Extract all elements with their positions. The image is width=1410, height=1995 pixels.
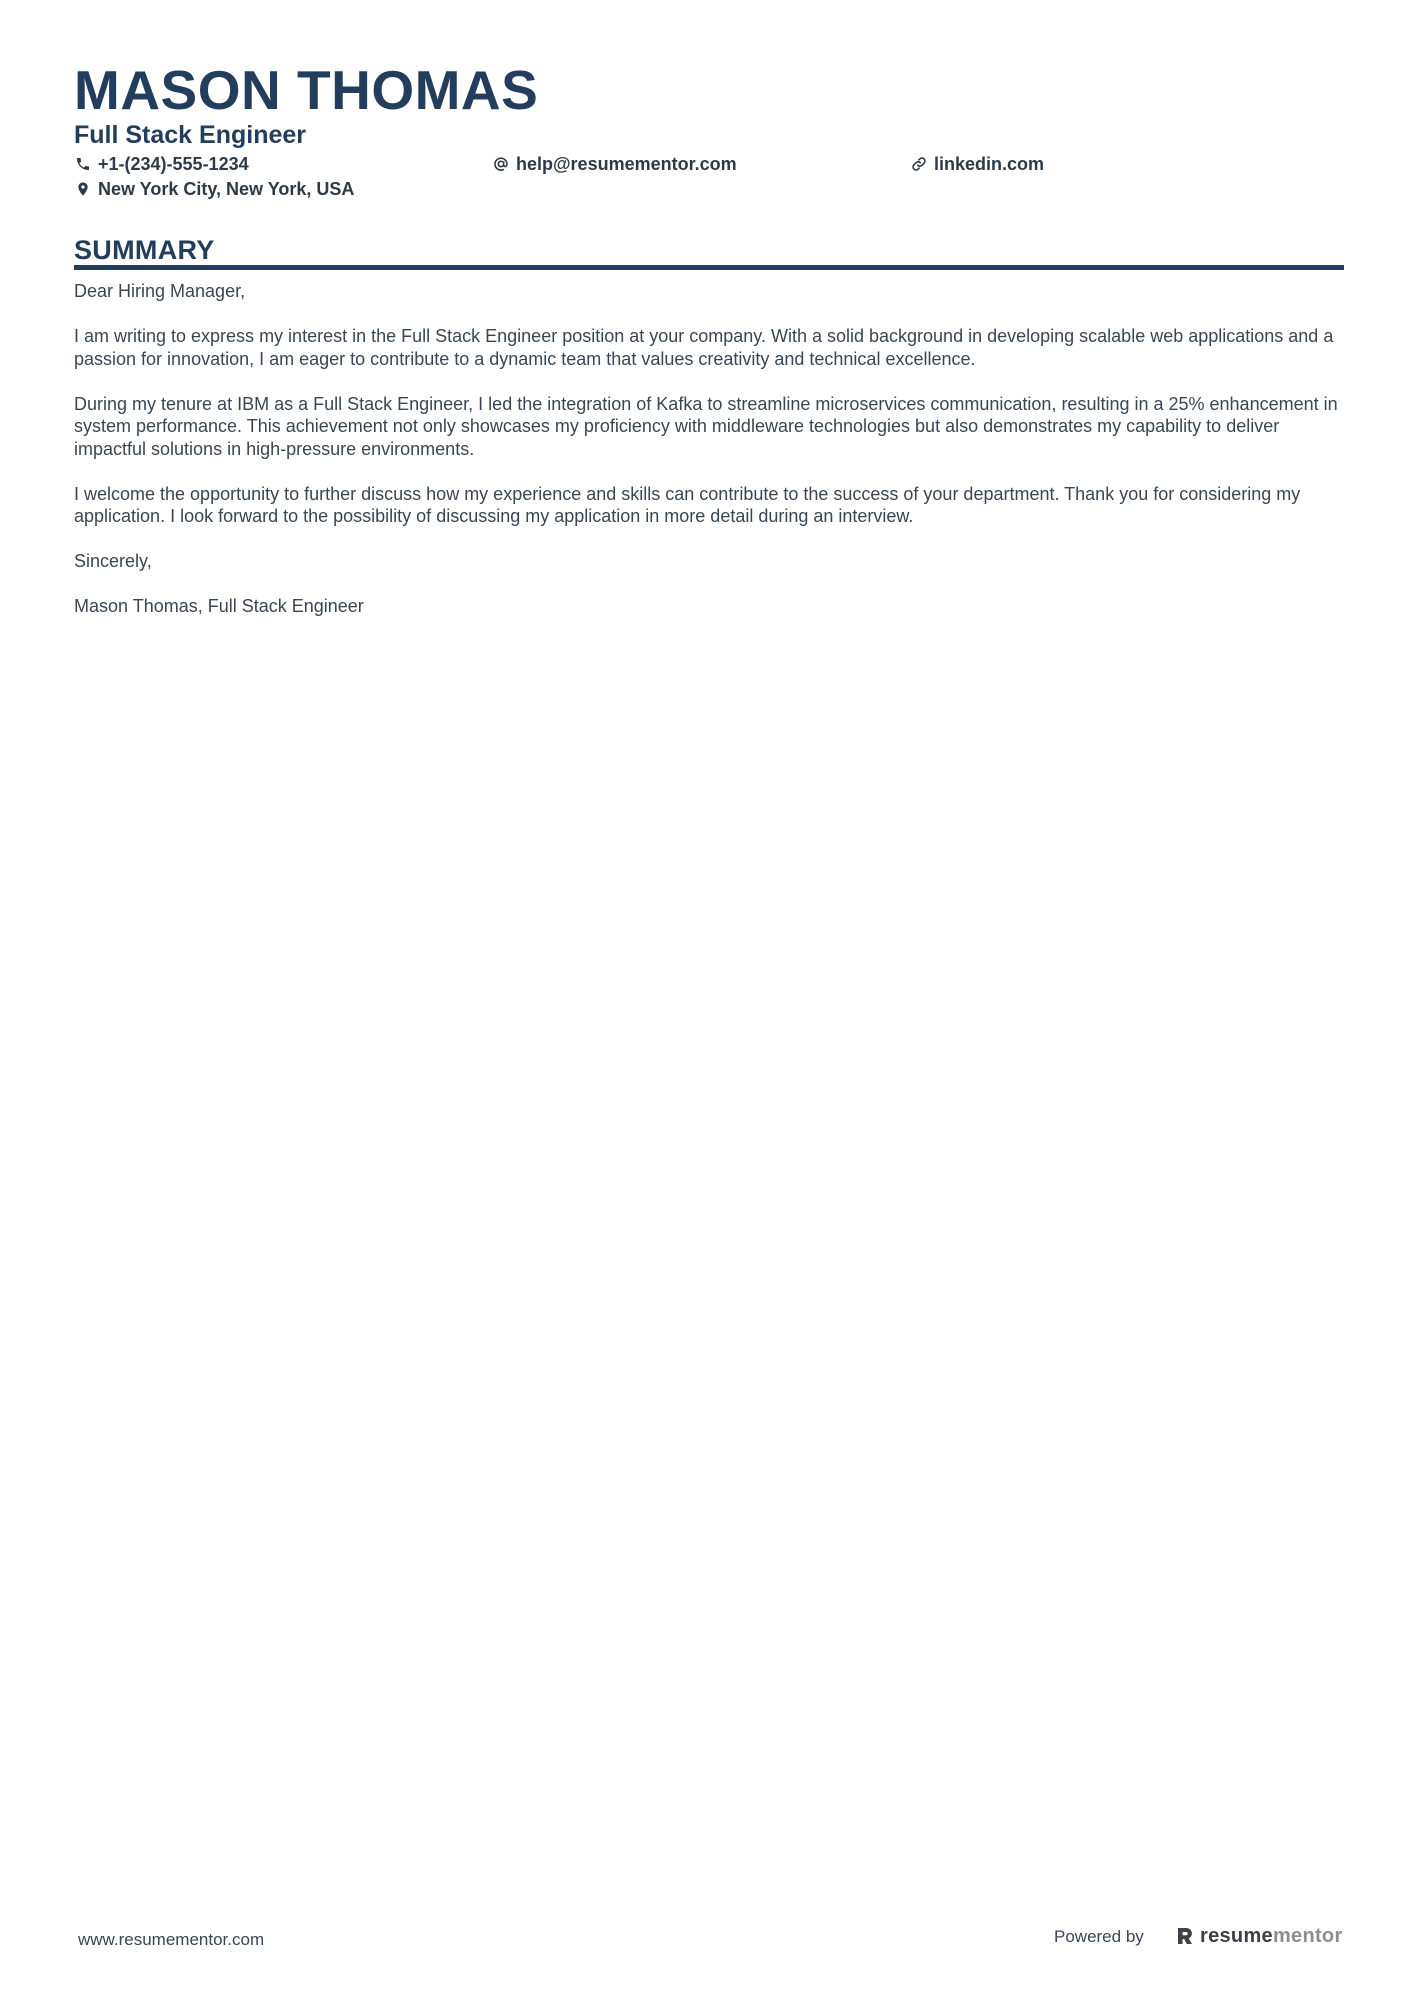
at-icon	[492, 155, 510, 173]
candidate-name: MASON THOMAS	[74, 59, 539, 121]
linkedin-link[interactable]: linkedin.com	[934, 154, 1045, 174]
resumementor-logo-icon	[1176, 1926, 1194, 1946]
phone-icon	[74, 155, 92, 173]
letter-body	[74, 280, 1346, 640]
section-divider	[74, 265, 1344, 270]
phone-text: +1-(234)-555-1234	[98, 154, 249, 174]
footer-powered-by: Powered by	[1054, 1927, 1144, 1946]
location-pin-icon	[74, 180, 92, 198]
footer-website-link[interactable]: www.resumementor.com	[78, 1930, 265, 1949]
letter-paragraph-2: During my tenure at IBM as a Full Stack Engineer, I led the integration of Kafka to streamline microservices communication, resulting in a 25% enhancement in system performance. This achievement not only showcases my proficiency with middleware technologies but also demonstrates my capability to deliver impactful solutions in high-pressure environments.	[74, 393, 1338, 459]
contact-phone	[74, 153, 249, 175]
link-icon	[910, 155, 928, 173]
candidate-role: Full Stack Engineer	[74, 121, 307, 149]
email-link[interactable]: help@resumementor.com	[516, 154, 737, 174]
brand-text-mentor: mentor	[1272, 1925, 1343, 1947]
contact-linkedin	[910, 153, 1044, 175]
resumementor-logo[interactable]	[1176, 1924, 1343, 1948]
brand-text-resume: resume	[1200, 1925, 1273, 1947]
contact-location	[74, 178, 354, 200]
location-text: New York City, New York, USA	[98, 179, 355, 199]
contact-email	[492, 153, 737, 175]
letter-paragraph-3: I welcome the opportunity to further discuss how my experience and skills can contribute to the success of your department. Thank you for considering my application. I look forward to the possibility of discussing my application in more detail during an interview.	[74, 483, 1301, 526]
letter-paragraph-1: I am writing to express my interest in the Full Stack Engineer position at your company. With a solid background in developing scalable web applications and a passion for innovation, I am eager to contribute to a dynamic team that values creativity and technical excellence.	[74, 326, 1334, 369]
letter-greeting: Dear Hiring Manager,	[74, 281, 246, 301]
letter-signature: Mason Thomas, Full Stack Engineer	[74, 596, 364, 616]
section-title-summary: SUMMARY	[74, 235, 215, 265]
letter-closing: Sincerely,	[74, 551, 152, 571]
